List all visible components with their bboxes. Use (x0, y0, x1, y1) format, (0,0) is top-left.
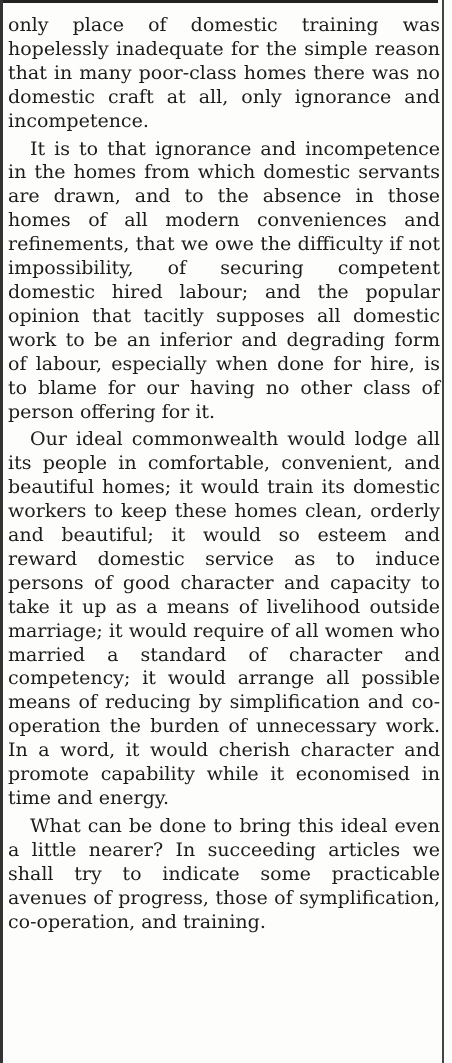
paragraph-3: Our ideal commonwealth would lodge all its people in comfortable, convenient, and beautiful homes; it would train its domestic workers to keep these homes clean, orderly and beautiful; it would so esteem and reward domestic service as to induce persons of good character and capacity to take it up as a means of livelihood outside marriage; it would require of all women who married a standard of character and competency; it would arrange all possible means of reducing by simplification and co-operation the burden of unnecessary work. In a word, it would cherish character and promote capability while it economised in time and energy. (8, 428, 440, 809)
paragraph-1: only place of domestic training was hopelessly inadequate for the simple reason that in many poor-class homes there was no domestic craft at all, only ignorance and incompetence. (8, 14, 440, 132)
paragraph-4: What can be done to bring this ideal even a little nearer? In succeeding articles we shall try to indicate some practicable avenues of progress, those of symplification, co-operation, and training. (8, 814, 440, 933)
article-body (8, 14, 440, 934)
paragraph-2: It is to that ignorance and incompetence in the homes from which domestic servants are drawn, and to the absence in those homes of all modern conveniences and refinements, that we owe the difficulty if not impossibility, of securing competent domestic hired labour; and the popular opinion that tacitly supposes all domestic work to be an inferior and degrading form of labour, especially when done for hire, is to blame for our having no other class of person offering for it. (8, 137, 440, 423)
left-column-rule (0, 0, 3, 1063)
top-rule (0, 0, 438, 3)
right-column-rule (442, 0, 444, 1063)
